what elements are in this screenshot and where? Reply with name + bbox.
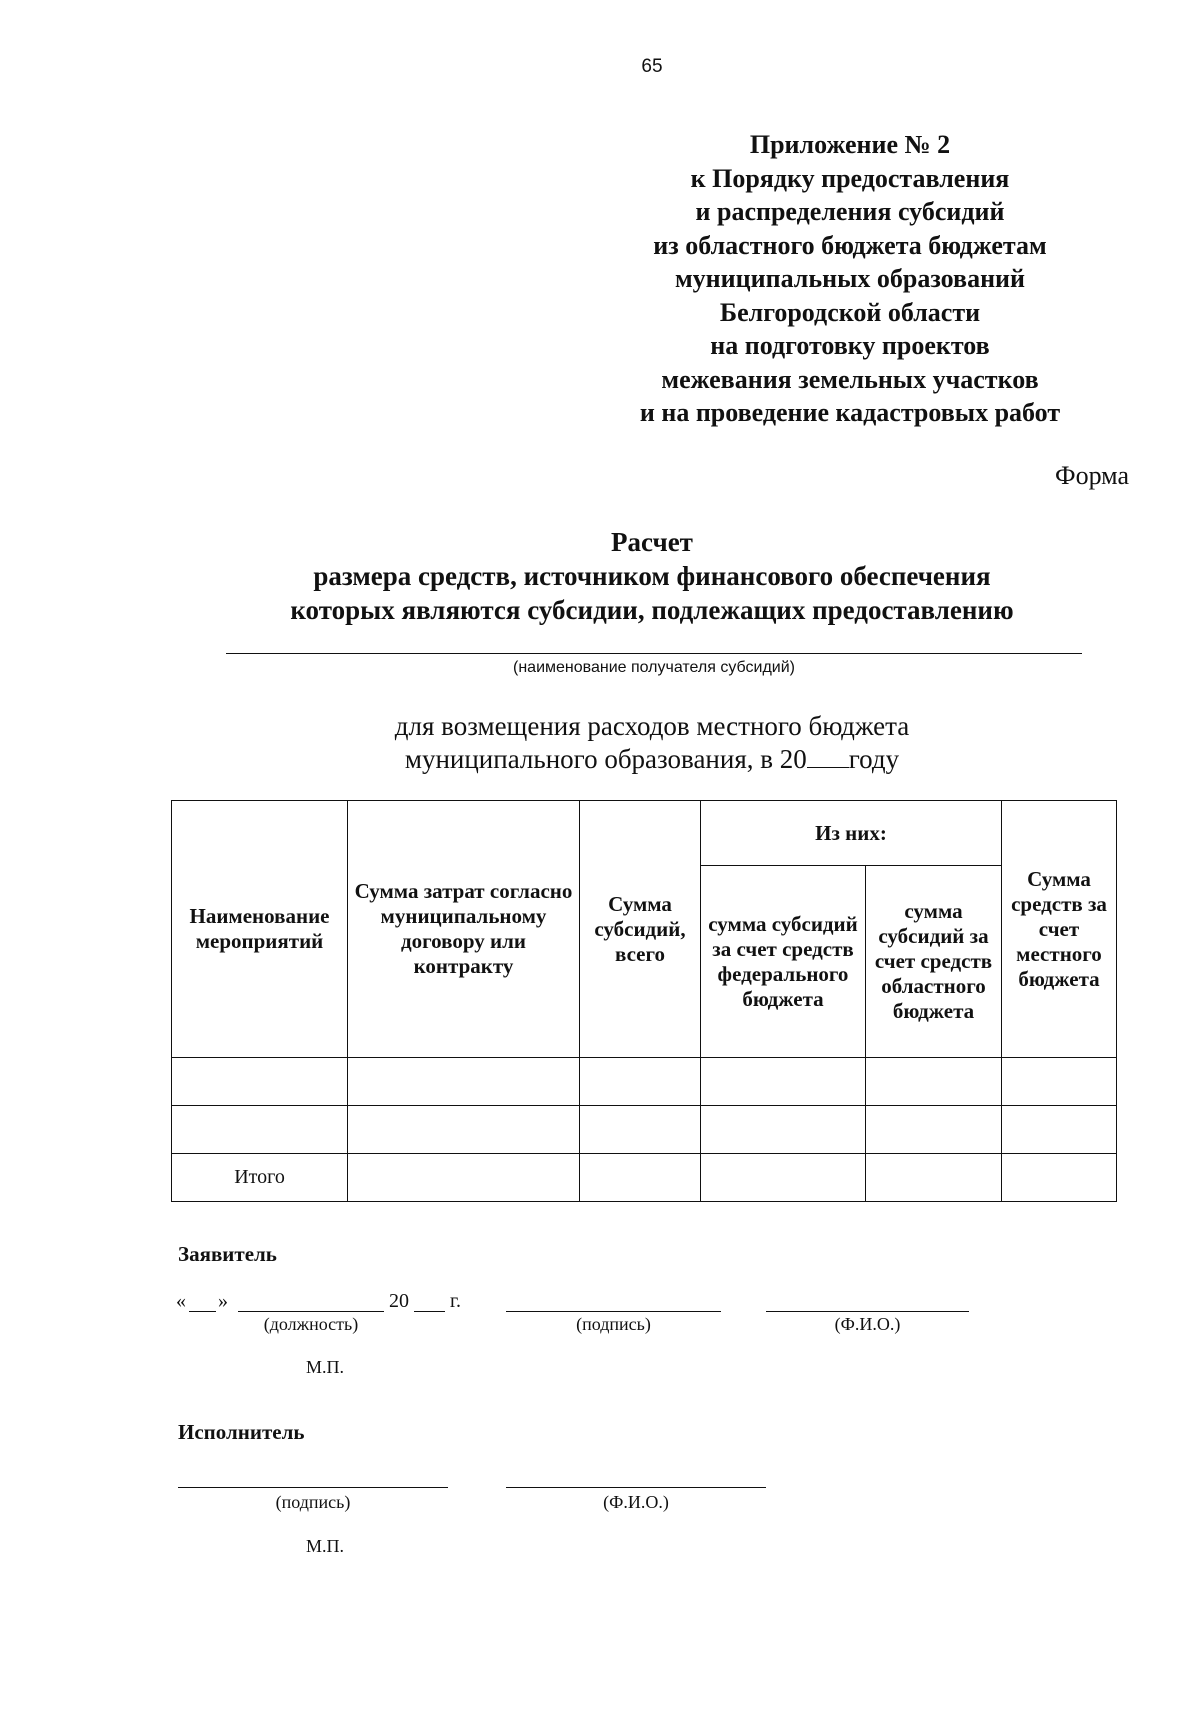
table-cell	[701, 1154, 866, 1202]
table-cell	[172, 1106, 348, 1154]
header-local-budget: Сумма средств за счет местного бюджета	[1002, 801, 1117, 1058]
appendix-line: к Порядку предоставления	[690, 163, 1010, 193]
year-blank-applicant	[414, 1311, 445, 1312]
purpose-line-2	[0, 743, 1200, 776]
appendix-line: из областного бюджета бюджетам	[653, 230, 1047, 260]
position-line	[238, 1311, 384, 1312]
header-regional-subsidy: сумма субсидий за счет средств областного бюджета	[866, 866, 1002, 1058]
appendix-line: и на проведение кадастровых работ	[639, 398, 1061, 427]
table-cell	[1002, 1154, 1117, 1202]
table-cell	[866, 1106, 1002, 1154]
appendix-line: Приложение № 2	[749, 130, 951, 159]
applicant-label: Заявитель	[178, 1242, 277, 1266]
executor-label: Исполнитель	[178, 1420, 305, 1444]
table-cell	[866, 1058, 1002, 1106]
table-cell	[348, 1106, 580, 1154]
table-row	[172, 1106, 1117, 1154]
executor-name-line	[506, 1487, 766, 1488]
purpose-line-1: для возмещения расходов местного бюджета	[394, 711, 910, 741]
appendix-line: и распределения субсидий	[695, 197, 1005, 226]
year-suffix: г.	[450, 1290, 461, 1312]
purpose-line-2-text: муниципального образования, в 20	[404, 744, 807, 774]
appendix-line: Белгородской области	[719, 297, 981, 327]
purpose-text	[0, 710, 1200, 776]
page-number: 65	[641, 56, 663, 77]
executor-signature-caption: (подпись)	[275, 1492, 351, 1512]
table-cell	[701, 1106, 866, 1154]
recipient-name-line	[226, 653, 1082, 654]
table-row	[172, 1058, 1117, 1106]
title-line: которых являются субсидии, подлежащих предоставлению	[290, 595, 1014, 625]
year-prefix: 20	[389, 1290, 409, 1312]
header-of-which: Из них:	[701, 801, 1002, 866]
quote-close: »	[218, 1290, 228, 1312]
table-cell	[1002, 1106, 1117, 1154]
year-blank	[807, 743, 849, 768]
table-cell	[580, 1154, 701, 1202]
total-label: Итого	[172, 1154, 348, 1202]
applicant-signature-line	[506, 1311, 721, 1312]
table-cell	[1002, 1058, 1117, 1106]
title-line: Расчет	[611, 527, 693, 557]
appendix-header	[600, 128, 1100, 430]
header-activity-name: Наименование мероприятий	[172, 801, 348, 1058]
header-federal-subsidy: сумма субсидий за счет средств федерального бюджета	[701, 866, 866, 1058]
appendix-line: межевания земельных участков	[661, 364, 1039, 394]
table-cell	[701, 1058, 866, 1106]
table-cell	[580, 1106, 701, 1154]
day-blank	[189, 1311, 216, 1312]
table-cell	[866, 1154, 1002, 1202]
total-row	[172, 1154, 1117, 1202]
appendix-line: муниципальных образований	[674, 264, 1026, 293]
document-title	[0, 525, 1200, 627]
quote-open: «	[176, 1290, 186, 1312]
applicant-name-line	[766, 1311, 969, 1312]
executor-stamp: М.П.	[306, 1536, 345, 1556]
applicant-stamp: М.П.	[306, 1357, 345, 1377]
purpose-line-2-suffix: году	[848, 744, 900, 774]
header-cost-sum: Сумма затрат согласно муниципальному договору или контракту	[348, 801, 580, 1058]
calculation-table	[171, 800, 1117, 1202]
table-cell	[348, 1058, 580, 1106]
table-cell	[172, 1058, 348, 1106]
position-caption: (должность)	[263, 1314, 359, 1334]
appendix-line: на подготовку проектов	[710, 331, 990, 360]
recipient-caption: (наименование получателя субсидий)	[513, 659, 795, 676]
header-subsidy-total: Сумма субсидий, всего	[580, 801, 701, 1058]
applicant-name-caption: (Ф.И.О.)	[834, 1314, 901, 1334]
table-cell	[580, 1058, 701, 1106]
executor-name-caption: (Ф.И.О.)	[603, 1492, 669, 1512]
executor-signature-line	[178, 1487, 448, 1488]
form-label: Форма	[1055, 461, 1129, 490]
applicant-signature-caption: (подпись)	[576, 1314, 651, 1334]
table-cell	[348, 1154, 580, 1202]
title-line: размера средств, источником финансового обеспечения	[313, 561, 991, 591]
